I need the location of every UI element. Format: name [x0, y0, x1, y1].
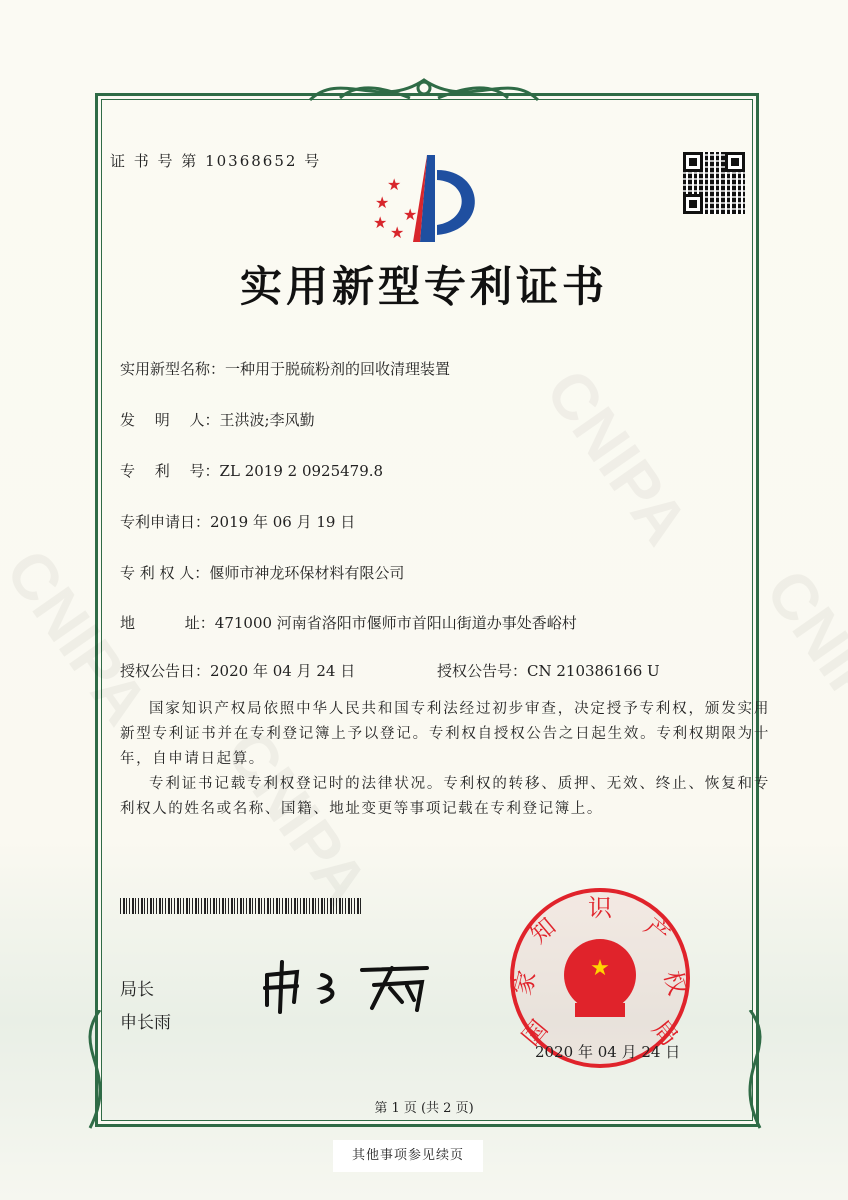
field-value: ZL 2019 2 0925479.8	[219, 462, 384, 480]
svg-text:识: 识	[588, 894, 612, 922]
certificate-number: 证 书 号 第 10368652 号	[110, 152, 322, 170]
field-announcement-number	[437, 660, 660, 681]
field-label: 专 利 号：	[120, 462, 220, 480]
top-ornament	[300, 70, 548, 110]
field-label: 实用新型名称：	[120, 360, 226, 378]
field-value: 一种用于脱硫粉剂的回收清理装置	[225, 360, 451, 378]
page-indicator: 第 1 页 (共 2 页)	[374, 1101, 474, 1116]
svg-text:产: 产	[638, 912, 676, 950]
svg-text:国: 国	[516, 1014, 554, 1052]
statement-paragraph: 专利证书记载专利权登记时的法律状况。专利权的转移、质押、无效、终止、恢复和专利权人的姓名或名称、国籍、地址变更等事项记载在专利登记簿上。	[120, 776, 770, 817]
field-value: 471000 河南省洛阳市偃师市首阳山街道办事处香峪村	[214, 614, 577, 632]
handwritten-signature	[262, 960, 437, 1015]
field-value: 2019 年 06 月 19 日	[210, 513, 356, 531]
signatory-name: 申长雨	[120, 1013, 171, 1033]
cnipa-logo	[365, 150, 490, 245]
svg-text:家: 家	[508, 967, 542, 999]
svg-text:★: ★	[373, 213, 388, 232]
field-value: 2020 年 04 月 24 日	[210, 662, 356, 680]
svg-text:知: 知	[524, 912, 562, 950]
svg-text:★: ★	[403, 205, 418, 224]
statement-paragraph: 国家知识产权局依照中华人民共和国专利法经过初步审查，决定授予专利权，颁发实用新型专利证书并在专利登记簿上予以登记。专利权自授权公告之日起生效。专利权期限为十年，自申请日起算。	[120, 701, 770, 767]
svg-text:权: 权	[658, 967, 692, 999]
field-value: 偃师市神龙环保材料有限公司	[209, 564, 405, 582]
field-label: 授权公告日：	[120, 662, 211, 680]
svg-text:局: 局	[646, 1014, 684, 1052]
field-address	[120, 612, 577, 633]
certificate-title: 实用新型专利证书	[239, 262, 608, 311]
field-label: 授权公告号：	[437, 662, 528, 680]
continuation-note: 其他事项参见续页	[333, 1140, 483, 1172]
svg-text:★: ★	[387, 175, 402, 194]
svg-text:★: ★	[590, 956, 610, 981]
field-grant-date	[120, 660, 355, 681]
barcode	[120, 898, 362, 914]
field-label: 专利申请日：	[120, 513, 211, 531]
field-value: CN 210386166 U	[527, 662, 660, 680]
field-patent-number	[120, 460, 383, 481]
field-label: 地 址：	[120, 614, 215, 632]
qr-code	[683, 152, 745, 214]
field-label: 专 利 权 人：	[120, 564, 210, 582]
field-utility-model-name	[120, 358, 450, 379]
svg-text:★: ★	[390, 223, 405, 242]
field-application-date	[120, 511, 355, 532]
certificate-statement	[120, 697, 770, 822]
field-label: 发 明 人：	[120, 411, 220, 429]
signatory-title: 局长	[120, 980, 154, 1000]
seal-date: 2020 年 04 月 24 日	[535, 1043, 681, 1061]
field-value: 王洪波;李风勤	[219, 411, 315, 429]
field-inventor	[120, 409, 315, 430]
field-patentee	[120, 562, 404, 583]
svg-text:★: ★	[375, 193, 390, 212]
